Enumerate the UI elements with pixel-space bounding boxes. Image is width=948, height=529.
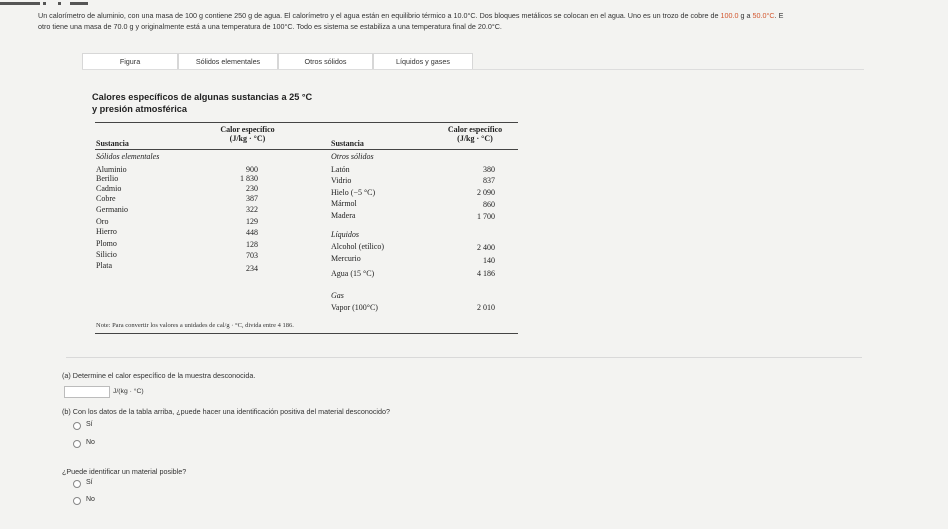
problem-text: g a — [738, 11, 753, 20]
row-name: Germanio — [96, 205, 128, 214]
row-name: Vidrio — [331, 176, 352, 185]
row-name: Mármol — [331, 199, 357, 208]
row-name: Cobre — [96, 194, 116, 203]
problem-text: . E — [774, 11, 784, 20]
row-name: Hielo (−5 °C) — [331, 188, 376, 197]
highlight-temperature: 50.0°C — [752, 11, 775, 20]
table-note: Note: Para convertir los valores a unidades de cal/g · °C, divida entre 4 186. — [96, 322, 294, 329]
row-value: 387 — [246, 194, 258, 203]
row-value: 448 — [246, 228, 258, 237]
tab-otros-solidos[interactable]: Otros sólidos — [278, 53, 373, 70]
row-value: 2 400 — [477, 243, 495, 252]
radio-c-no[interactable] — [73, 497, 81, 505]
radio-b-yes-label: Sí — [86, 421, 93, 428]
row-name: Agua (15 °C) — [331, 269, 375, 278]
row-name: Latón — [331, 165, 350, 174]
radio-c-yes-label: Sí — [86, 479, 93, 486]
section-solidos-elementales: Sólidos elementales — [96, 152, 160, 161]
row-value: 860 — [483, 200, 495, 209]
row-name: Silicio — [96, 250, 117, 259]
specific-heat-input[interactable] — [64, 386, 110, 398]
row-name: Alcohol (etílico) — [331, 242, 385, 251]
row-name: Mercurio — [331, 254, 361, 263]
radio-b-yes[interactable] — [73, 422, 81, 430]
radio-b-no[interactable] — [73, 440, 81, 448]
highlight-mass: 100.0 — [720, 11, 739, 20]
progress-segment — [70, 2, 88, 5]
top-progress-bar — [0, 0, 948, 6]
row-name: Aluminio — [96, 165, 127, 174]
row-value: 900 — [246, 165, 258, 174]
table-top-rule — [95, 122, 518, 123]
header-sustancia-right: Sustancia — [331, 139, 364, 148]
progress-segment — [43, 2, 46, 5]
row-name: Oro — [96, 217, 109, 226]
radio-c-yes[interactable] — [73, 480, 81, 488]
row-name: Plomo — [96, 239, 117, 248]
row-value: 2 090 — [477, 188, 495, 197]
row-value: 1 700 — [477, 212, 495, 221]
row-value: 1 830 — [240, 174, 258, 183]
row-value: 230 — [246, 184, 258, 193]
table-subtitle: y presión atmosférica — [92, 104, 187, 114]
row-value: 140 — [483, 256, 495, 265]
row-value: 128 — [246, 240, 258, 249]
row-name: Cadmio — [96, 184, 122, 193]
table-title: Calores específicos de algunas sustancias a 25 °C — [92, 92, 313, 102]
problem-text: otro tiene una masa de 70.0 g y originalmente está a una temperatura de 100°C. Todo es sistema se estabiliza a una temperatura final de 20.0°C. — [38, 22, 502, 31]
row-name: Plata — [96, 261, 112, 270]
unit-label: J/(kg · °C) — [113, 388, 144, 395]
row-name: Vapor (100°C) — [331, 303, 378, 312]
progress-segment — [58, 2, 61, 5]
problem-statement — [38, 10, 948, 32]
row-value: 129 — [246, 217, 258, 226]
section-separator — [66, 357, 862, 358]
section-otros-solidos: Otros sólidos — [331, 152, 374, 161]
radio-b-no-label: No — [86, 439, 95, 446]
tab-solidos-elementales[interactable]: Sólidos elementales — [178, 53, 278, 70]
row-name: Hierro — [96, 227, 117, 236]
row-value: 234 — [246, 264, 258, 273]
row-value: 4 186 — [477, 269, 495, 278]
section-gas: Gas — [331, 291, 344, 300]
row-value: 2 010 — [477, 303, 495, 312]
tab-figura[interactable]: Figura — [82, 53, 178, 70]
problem-text: Un calorímetro de aluminio, con una masa de 100 g contiene 250 g de agua. El calorímetro y el agua están en equilibrio térmico a 10.0°C. Dos bloques metálicos se colocan en el agua. Uno es un trozo de cobre de — [38, 11, 721, 20]
row-value: 703 — [246, 251, 258, 260]
row-value: 380 — [483, 165, 495, 174]
tab-underline — [82, 69, 864, 70]
section-liquidos: Líquidos — [331, 230, 360, 239]
header-calor: Calor específico — [220, 125, 275, 134]
row-name: Madera — [331, 211, 356, 220]
table-bottom-rule — [95, 333, 518, 334]
row-value: 322 — [246, 205, 258, 214]
header-calor-right: Calor específico — [447, 125, 503, 134]
tab-bar — [82, 53, 473, 70]
radio-c-no-label: No — [86, 496, 95, 503]
row-value: 837 — [483, 176, 495, 185]
row-name: Berilio — [96, 174, 119, 183]
table-header-rule — [95, 149, 518, 150]
header-sustancia: Sustancia — [96, 139, 129, 148]
header-units-right: (J/kg · °C) — [457, 134, 493, 143]
header-units: (J/kg · °C) — [229, 134, 266, 143]
progress-segment — [0, 2, 40, 5]
tab-liquidos-gases[interactable]: Líquidos y gases — [373, 53, 473, 70]
question-c: ¿Puede identificar un material posible? — [62, 467, 187, 476]
question-a: (a) Determine el calor específico de la muestra desconocida. — [62, 371, 256, 380]
question-b: (b) Con los datos de la tabla arriba, ¿puede hacer una identificación positiva del material desconocido? — [62, 407, 391, 416]
